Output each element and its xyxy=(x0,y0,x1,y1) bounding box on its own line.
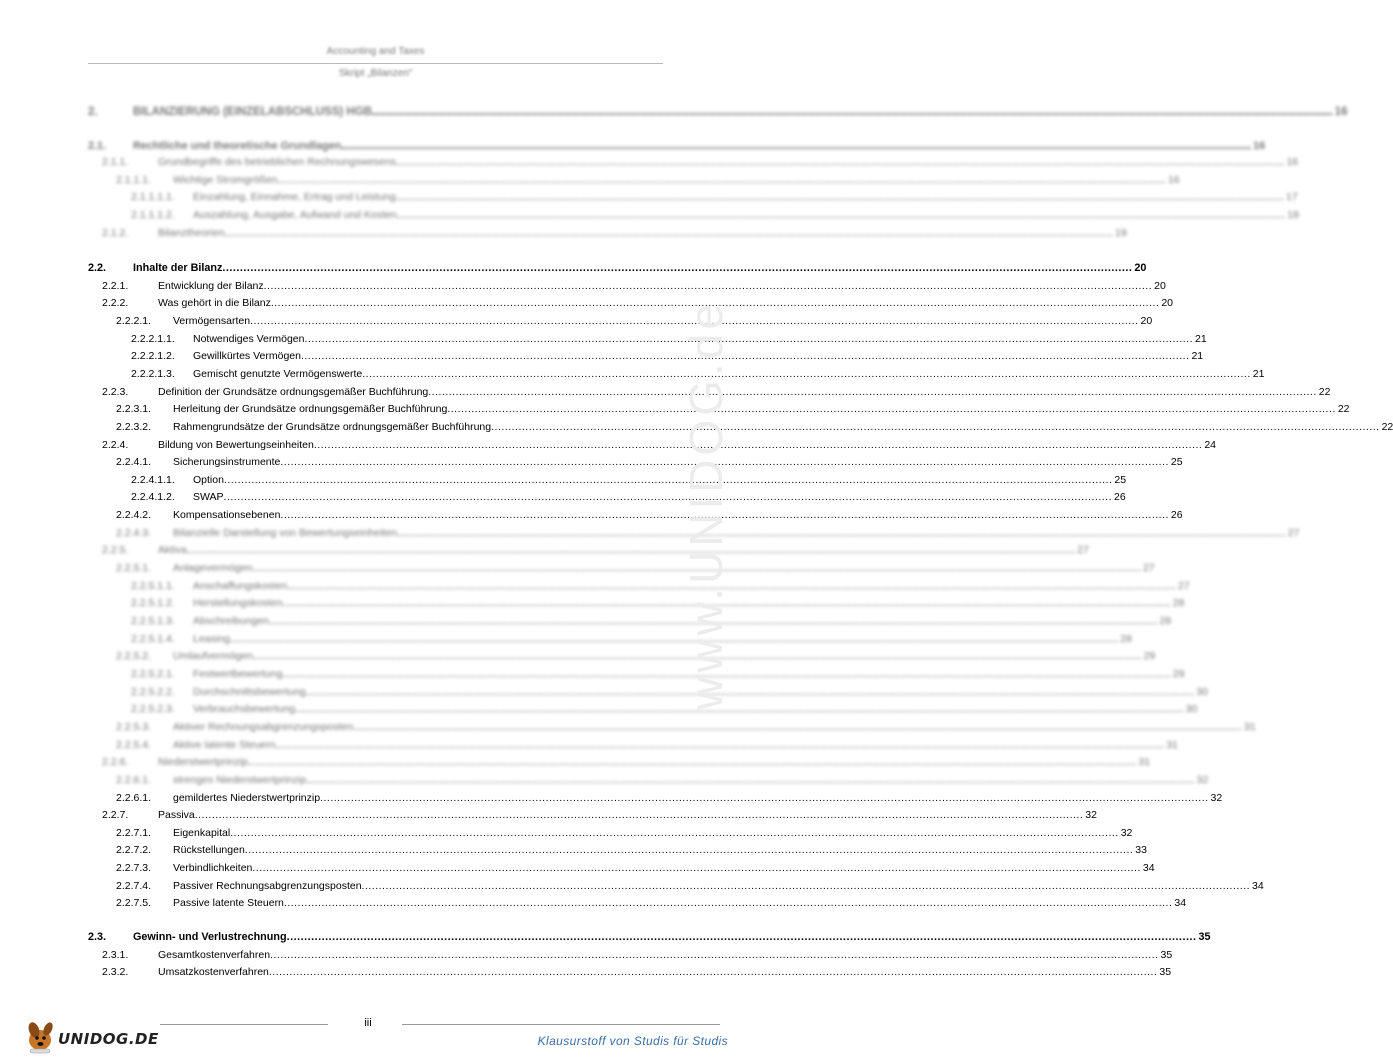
toc-entry-title: Niederstwertprinzip xyxy=(158,756,248,769)
toc-leader-dots: .................................................................................................................................................................................................................................................................... xyxy=(194,809,1084,822)
toc-entry-page: 22 xyxy=(1381,420,1393,433)
toc-entry[interactable] xyxy=(88,526,1300,543)
toc-entry-title: Kompensationsebenen xyxy=(173,509,281,522)
toc-entry-page: 29 xyxy=(1172,667,1185,680)
toc-entry[interactable] xyxy=(88,562,1155,578)
toc-entry-number: 2.2.3.1. xyxy=(116,403,152,416)
toc-entry-title: Anschaffungskosten xyxy=(193,579,288,592)
toc-leader-dots: .................................................................................................................................................................................................................................................................... xyxy=(304,332,1193,345)
toc-leader-dots: .................................................................................................................................................................................................................................................................... xyxy=(428,385,1317,398)
toc-entry-title: Sicherungsinstrumente xyxy=(173,456,281,469)
toc-entry[interactable] xyxy=(88,966,1172,982)
toc-entry-title: Einzahlung, Einnahme, Ertrag und Leistung xyxy=(193,191,396,204)
toc-entry-title: Option xyxy=(193,473,224,486)
toc-leader-dots: .................................................................................................................................................................................................................................................................... xyxy=(361,879,1251,892)
toc-entry-number: 2.2. xyxy=(88,262,107,274)
toc-entry[interactable] xyxy=(88,314,1153,331)
toc-entry[interactable] xyxy=(88,279,1166,296)
footer-rule-right xyxy=(402,1024,720,1025)
toc-entry-title: Passiva xyxy=(158,809,195,822)
toc-leader-dots: .................................................................................................................................................................................................................................................................... xyxy=(353,720,1242,733)
toc-entry-number: 2. xyxy=(88,106,98,118)
toc-entry-page: 32 xyxy=(1120,826,1133,839)
toc-entry-page: 32 xyxy=(1196,773,1209,786)
toc-leader-dots: .................................................................................................................................................................................................................................................................... xyxy=(252,862,1141,875)
toc-entry[interactable] xyxy=(88,615,1172,631)
toc-entry[interactable] xyxy=(88,438,1217,455)
page-number: iii xyxy=(364,1017,372,1029)
toc-entry-page: 34 xyxy=(1142,862,1155,875)
toc-entry[interactable] xyxy=(88,350,1204,366)
toc-entry-title: Passive latente Steuern xyxy=(173,897,284,910)
toc-entry-number: 2.2.7. xyxy=(102,809,129,822)
toc-leader-dots: .................................................................................................................................................................................................................................................................... xyxy=(397,526,1286,539)
footer-rule-left xyxy=(160,1024,328,1025)
toc-entry[interactable] xyxy=(88,173,1180,190)
toc-entry-page: 28 xyxy=(1172,597,1185,610)
toc-entry[interactable] xyxy=(88,809,1097,825)
toc-leader-dots: .................................................................................................................................................................................................................................................................... xyxy=(268,966,1158,979)
toc-entry-number: 2.1.1.1. xyxy=(116,173,152,186)
toc-entry[interactable] xyxy=(88,791,1223,808)
toc-entry[interactable] xyxy=(88,262,1147,278)
toc-entry-number: 2.2.5.2. xyxy=(116,650,152,663)
toc-entry[interactable] xyxy=(88,703,1198,719)
toc-entry-number: 2.2.5.2.3. xyxy=(131,703,175,716)
toc-entry[interactable] xyxy=(88,208,1299,225)
toc-entry-page: 20 xyxy=(1161,297,1174,310)
toc-leader-dots: .................................................................................................................................................................................................................................................................... xyxy=(263,279,1153,292)
toc-leader-dots: .................................................................................................................................................................................................................................................................... xyxy=(230,826,1119,839)
toc-leader-dots: .................................................................................................................................................................................................................................................................... xyxy=(371,106,1333,118)
toc-entry-number: 2.2.7.1. xyxy=(116,826,152,839)
toc-entry-title: BILANZIERUNG (EINZELABSCHLUSS) HGB xyxy=(133,106,372,118)
toc-entry-page: 26 xyxy=(1114,491,1126,504)
footer-slogan: Klausurstoff von Studis für Studis xyxy=(537,1034,728,1048)
toc-entry-title: gemildertes Niederstwertprinzip xyxy=(173,791,321,804)
watermark xyxy=(676,285,736,725)
toc-leader-dots: .................................................................................................................................................................................................................................................................... xyxy=(286,931,1197,943)
toc-entry-page: 17 xyxy=(1286,191,1298,204)
toc-entry-page: 34 xyxy=(1174,897,1187,910)
toc-entry-title: Wichtige Stromgrößen xyxy=(173,173,278,186)
toc-entry[interactable] xyxy=(88,597,1185,613)
toc-entry-page: 28 xyxy=(1159,615,1172,627)
toc-entry-page: 29 xyxy=(1143,650,1156,663)
toc-entry[interactable] xyxy=(88,297,1174,313)
toc-entry-title: Gewinn- und Verlustrechnung xyxy=(133,931,287,943)
toc-entry-page: 27 xyxy=(1177,579,1190,592)
toc-entry-title: Abschreibungen xyxy=(193,615,269,627)
toc-entry[interactable] xyxy=(88,720,1256,737)
toc-entry-title: Gewillkürtes Vermögen xyxy=(193,350,301,363)
toc-entry-page: 16 xyxy=(1167,173,1180,186)
toc-leader-dots: .................................................................................................................................................................................................................................................................... xyxy=(320,791,1209,804)
toc-entry-page: 20 xyxy=(1154,279,1166,292)
toc-entry-title: Herstellungskosten xyxy=(193,597,283,610)
toc-entry-title: Bildung von Bewertungseinheiten xyxy=(158,438,314,451)
toc-entry-number: 2.3. xyxy=(88,931,107,943)
toc-entry-page: 25 xyxy=(1114,473,1127,486)
toc-entry[interactable] xyxy=(88,367,1265,384)
toc-entry-number: 2.2.2.1.3. xyxy=(131,367,175,380)
toc-entry-page: 30 xyxy=(1185,703,1198,716)
toc-entry[interactable] xyxy=(88,738,1178,755)
toc-leader-dots: .................................................................................................................................................................................................................................................................... xyxy=(283,897,1173,910)
toc-entry[interactable] xyxy=(88,844,1147,860)
toc-entry-title: Bilanztheorien xyxy=(158,226,225,239)
toc-leader-dots: .................................................................................................................................................................................................................................................................... xyxy=(223,473,1113,486)
toc-entry-number: 2.2.2.1. xyxy=(116,314,152,327)
toc-entry-number: 2.2.4.1.2. xyxy=(131,491,175,504)
toc-entry-number: 2.2.4.3. xyxy=(116,526,152,539)
page-footer xyxy=(0,1010,750,1060)
toc-entry[interactable] xyxy=(88,456,1183,472)
toc-entry-number: 2.2.2.1.1. xyxy=(131,332,175,345)
toc-entry-number: 2.2.4. xyxy=(102,438,129,451)
logo-text: UNIDOG.DE xyxy=(58,1030,159,1048)
toc-leader-dots: .................................................................................................................................................................................................................................................................... xyxy=(395,156,1285,168)
toc-entry-number: 2.2.7.3. xyxy=(116,862,152,875)
toc-entry[interactable] xyxy=(88,650,1156,666)
toc-entry-page: 21 xyxy=(1194,332,1207,345)
toc-entry-number: 2.2.5.4. xyxy=(116,738,152,751)
toc-leader-dots: .................................................................................................................................................................................................................................................................... xyxy=(186,544,1076,557)
toc-entry-page: 32 xyxy=(1085,809,1097,822)
toc-entry-page: 31 xyxy=(1166,738,1178,751)
toc-entry-page: 25 xyxy=(1170,456,1183,469)
toc-leader-dots: .................................................................................................................................................................................................................................................................... xyxy=(282,597,1171,610)
toc-entry[interactable] xyxy=(88,385,1331,402)
toc-entry-number: 2.2.4.2. xyxy=(116,509,152,522)
toc-entry-number: 2.2.5.2.1. xyxy=(131,667,175,680)
toc-entry-page: 27 xyxy=(1142,562,1155,575)
toc-entry-page: 21 xyxy=(1191,350,1204,363)
toc-leader-dots: .................................................................................................................................................................................................................................................................... xyxy=(275,738,1165,751)
toc-entry-number: 2.2.5.1.3. xyxy=(131,615,175,627)
toc-leader-dots: .................................................................................................................................................................................................................................................................... xyxy=(396,208,1286,221)
toc-leader-dots: .................................................................................................................................................................................................................................................................... xyxy=(395,191,1285,204)
toc-leader-dots: .................................................................................................................................................................................................................................................................... xyxy=(277,173,1166,186)
toc-entry-title: Notwendiges Vermögen xyxy=(193,332,305,345)
toc-entry[interactable] xyxy=(88,191,1298,207)
toc-entry-page: 20 xyxy=(1140,314,1153,327)
toc-entry-title: SWAP xyxy=(193,491,224,504)
toc-entry-page: 21 xyxy=(1252,367,1265,380)
toc-entry-page: 27 xyxy=(1077,544,1089,557)
toc-entry[interactable] xyxy=(88,897,1187,913)
toc-entry-number: 2.3.2. xyxy=(102,966,129,979)
toc-leader-dots: .................................................................................................................................................................................................................................................................... xyxy=(300,350,1190,363)
toc-entry-number: 2.1. xyxy=(88,140,107,152)
toc-entry-number: 2.2.7.4. xyxy=(116,879,152,892)
header-script-title: Skript „Bilanzen“ xyxy=(338,68,413,79)
toc-entry-number: 2.1.1.1.2. xyxy=(131,208,175,221)
toc-entry-number: 2.2.4.1. xyxy=(116,456,152,469)
toc-leader-dots: .................................................................................................................................................................................................................................................................... xyxy=(295,703,1184,716)
toc-entry-title: Aktive latente Steuern xyxy=(173,738,276,751)
toc-entry-page: 19 xyxy=(1115,226,1127,239)
toc-entry-number: 2.2.7.5. xyxy=(116,897,152,910)
toc-entry[interactable] xyxy=(88,685,1208,702)
toc-entry[interactable] xyxy=(88,226,1127,243)
toc-leader-dots: .................................................................................................................................................................................................................................................................... xyxy=(250,314,1139,327)
toc-entry-page: 20 xyxy=(1134,262,1147,274)
toc-entry-page: 16 xyxy=(1253,140,1266,152)
toc-entry-title: Entwicklung der Bilanz xyxy=(158,279,264,292)
toc-leader-dots: .................................................................................................................................................................................................................................................................... xyxy=(247,756,1137,769)
toc-entry-page: 18 xyxy=(1287,208,1299,221)
toc-entry[interactable] xyxy=(88,773,1209,790)
toc-entry-page: 28 xyxy=(1120,632,1132,645)
toc-entry-title: Eigenkapital xyxy=(173,826,231,839)
toc-entry-page: 24 xyxy=(1204,438,1217,451)
toc-entry-title: Umsatzkostenverfahren xyxy=(158,966,269,979)
toc-entry-page: 22 xyxy=(1337,403,1350,416)
toc-entry-number: 2.2.5.1.2. xyxy=(131,597,175,610)
toc-entry-title: Durchschnittsbewertung xyxy=(193,685,306,698)
toc-entry-title: Rahmengrundsätze der Grundsätze ordnungsgemäßer Buchführung xyxy=(173,420,492,433)
toc-entry[interactable] xyxy=(88,106,1348,122)
toc-entry[interactable] xyxy=(88,632,1132,649)
toc-entry-number: 2.2.5.1.1. xyxy=(131,579,175,592)
toc-entry-title: strenges Niederstwertprinzip xyxy=(173,773,307,786)
toc-entry[interactable] xyxy=(88,948,1173,965)
unidog-logo[interactable] xyxy=(22,1016,157,1056)
toc-entry-title: Verbrauchsbewertung xyxy=(193,703,296,716)
toc-entry-number: 2.2.7.2. xyxy=(116,844,152,857)
toc-entry-page: 16 xyxy=(1334,106,1348,118)
toc-leader-dots: .................................................................................................................................................................................................................................................................... xyxy=(270,948,1159,961)
toc-entry-title: Auszahlung, Ausgabe, Aufwand und Kosten xyxy=(193,208,397,221)
toc-entry-page: 22 xyxy=(1318,385,1331,398)
toc-entry-title: Gemischt genutzte Vermögenswerte xyxy=(193,367,363,380)
toc-entry-page: 26 xyxy=(1170,509,1183,522)
toc-entry-title: Herleitung der Grundsätze ordnungsgemäßer Buchführung xyxy=(173,403,448,416)
toc-leader-dots: .................................................................................................................................................................................................................................................................... xyxy=(447,403,1336,416)
toc-entry[interactable] xyxy=(88,879,1264,896)
toc-leader-dots: .................................................................................................................................................................................................................................................................... xyxy=(491,420,1380,433)
toc-entry[interactable] xyxy=(88,403,1350,419)
toc-entry-title: Vermögensarten xyxy=(173,314,251,327)
toc-entry-number: 2.2.2.1.2. xyxy=(131,350,175,363)
toc-entry[interactable] xyxy=(88,579,1190,596)
toc-entry-number: 2.2.6. xyxy=(102,756,129,769)
toc-entry-number: 2.2.5.2.2. xyxy=(131,685,175,698)
toc-entry-page: 35 xyxy=(1160,948,1173,961)
header-course-title: Accounting and Taxes xyxy=(326,46,425,57)
toc-entry-page: 34 xyxy=(1252,879,1264,892)
toc-leader-dots: .................................................................................................................................................................................................................................................................... xyxy=(287,579,1176,592)
toc-entry-number: 2.1.1.1.1. xyxy=(131,191,175,204)
toc-entry-title: Rückstellungen xyxy=(173,844,245,857)
toc-entry-title: Leasing xyxy=(193,632,230,645)
toc-entry[interactable] xyxy=(88,931,1211,947)
toc-entry-number: 2.2.5.1. xyxy=(116,562,152,575)
toc-entry-title: Umlaufvermögen xyxy=(173,650,253,663)
toc-entry[interactable] xyxy=(88,509,1183,525)
toc-entry-number: 2.2.6.1. xyxy=(116,791,152,804)
toc-entry-page: 31 xyxy=(1138,756,1151,769)
toc-entry-title: Aktiver Rechnungsabgrenzungsposten xyxy=(173,720,354,733)
toc-leader-dots: .................................................................................................................................................................................................................................................................... xyxy=(305,685,1195,698)
toc-leader-dots: .................................................................................................................................................................................................................................................................... xyxy=(341,140,1252,152)
toc-entry-title: Gesamtkostenverfahren xyxy=(158,948,271,961)
toc-entry-title: Verbindlichkeiten xyxy=(173,862,253,875)
toc-leader-dots: .................................................................................................................................................................................................................................................................... xyxy=(222,262,1133,274)
toc-entry[interactable] xyxy=(88,756,1151,772)
toc-entry-number: 2.2.4.1.1. xyxy=(131,473,175,486)
toc-leader-dots: .................................................................................................................................................................................................................................................................... xyxy=(282,667,1171,680)
toc-leader-dots: .................................................................................................................................................................................................................................................................... xyxy=(252,650,1142,663)
toc-leader-dots: .................................................................................................................................................................................................................................................................... xyxy=(224,226,1114,239)
toc-entry-number: 2.3.1. xyxy=(102,948,129,961)
toc-entry-number: 2.1.2. xyxy=(102,226,129,239)
toc-leader-dots: .................................................................................................................................................................................................................................................................... xyxy=(223,491,1113,504)
toc-entry-page: 30 xyxy=(1196,685,1208,698)
toc-entry-page: 31 xyxy=(1243,720,1256,733)
toc-entry-page: 27 xyxy=(1287,526,1300,539)
toc-entry-number: 2.2.5. xyxy=(102,544,129,557)
toc-entry-page: 35 xyxy=(1198,931,1211,943)
toc-entry[interactable] xyxy=(88,667,1185,684)
toc-entry-number: 2.2.5.1.4. xyxy=(131,632,175,645)
toc-entry-title: Festwertbewertung xyxy=(193,667,283,680)
dog-logo-icon xyxy=(22,1016,62,1056)
toc-entry-number: 2.2.6.1. xyxy=(116,773,152,786)
toc-leader-dots: .................................................................................................................................................................................................................................................................... xyxy=(362,367,1251,380)
toc-entry-title: Definition der Grundsätze ordnungsgemäßer Buchführung xyxy=(158,385,429,398)
toc-entry-title: Grundbegriffe des betrieblichen Rechnungswesens xyxy=(158,156,396,168)
toc-leader-dots: .................................................................................................................................................................................................................................................................... xyxy=(270,297,1160,310)
toc-entry-number: 2.2.3.2. xyxy=(116,420,152,433)
toc-entry-title: Bilanzielle Darstellung von Bewertungseinheiten xyxy=(173,526,398,539)
toc-leader-dots: .................................................................................................................................................................................................................................................................... xyxy=(244,844,1134,857)
watermark-text: www.UNIDOG.de xyxy=(680,300,733,710)
toc-entry-number: 2.2.1. xyxy=(102,279,129,292)
toc-entry[interactable] xyxy=(88,491,1126,507)
toc-entry-title: Was gehört in die Bilanz xyxy=(158,297,271,310)
toc-entry[interactable] xyxy=(88,140,1266,156)
toc-leader-dots: .................................................................................................................................................................................................................................................................... xyxy=(280,456,1169,469)
toc-leader-dots: .................................................................................................................................................................................................................................................................... xyxy=(280,509,1169,522)
toc-leader-dots: .................................................................................................................................................................................................................................................................... xyxy=(252,562,1141,575)
toc-entry-number: 2.2.3. xyxy=(102,385,129,398)
toc-entry-page: 33 xyxy=(1135,844,1147,857)
toc-entry-title: Anlagevermögen xyxy=(173,562,253,575)
toc-entry[interactable] xyxy=(88,332,1207,349)
toc-entry-title: Aktiva xyxy=(158,544,187,557)
toc-entry-page: 35 xyxy=(1159,966,1172,979)
toc-entry[interactable] xyxy=(88,156,1299,172)
toc-entry-number: 2.1.1. xyxy=(102,156,129,168)
toc-leader-dots: .................................................................................................................................................................................................................................................................... xyxy=(306,773,1195,786)
toc-entry-title: Rechtliche und theoretische Grundlagen xyxy=(133,140,342,152)
toc-entry-page: 16 xyxy=(1286,156,1299,168)
toc-leader-dots: .................................................................................................................................................................................................................................................................... xyxy=(268,615,1158,627)
toc-entry-page: 32 xyxy=(1210,791,1223,804)
toc-leader-dots: .................................................................................................................................................................................................................................................................... xyxy=(313,438,1203,451)
toc-entry[interactable] xyxy=(88,862,1155,878)
toc-entry-number: 2.2.2. xyxy=(102,297,129,310)
toc-entry-number: 2.2.5.3. xyxy=(116,720,152,733)
toc-entry-title: Inhalte der Bilanz xyxy=(133,262,223,274)
toc-entry-title: Passiver Rechnungsabgrenzungsposten xyxy=(173,879,362,892)
toc-leader-dots: .................................................................................................................................................................................................................................................................... xyxy=(229,632,1119,645)
toc-entry[interactable] xyxy=(88,473,1127,490)
toc-entry[interactable] xyxy=(88,420,1393,437)
toc-entry[interactable] xyxy=(88,544,1089,560)
toc-entry[interactable] xyxy=(88,826,1133,843)
